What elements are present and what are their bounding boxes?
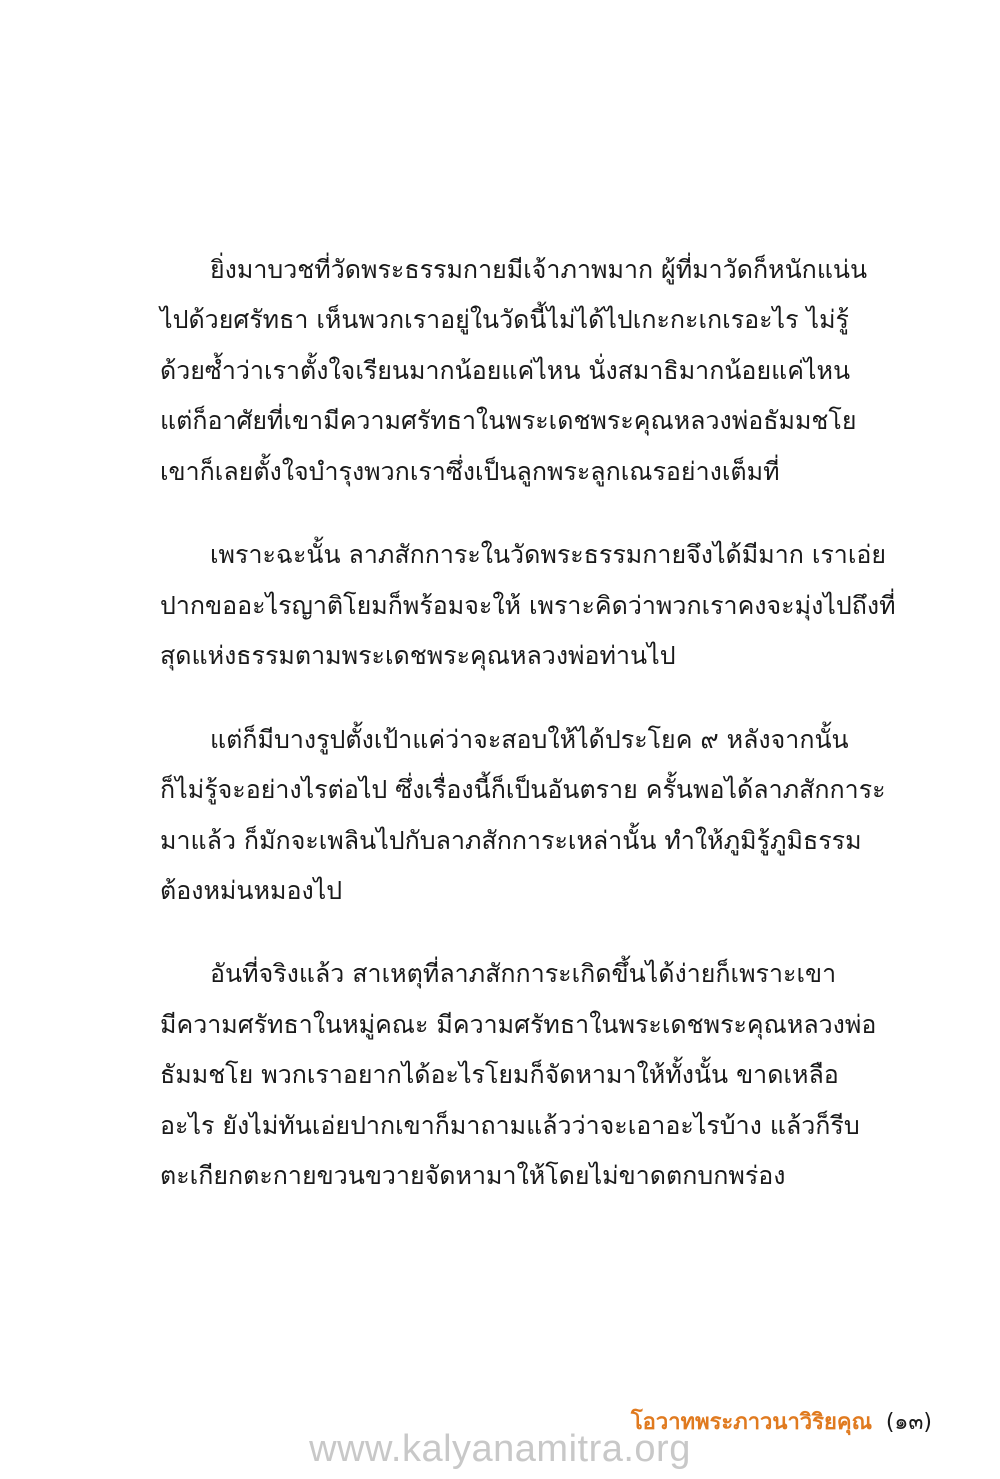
footer-book-title: โอวาทพระภาวนาวิริยคุณ <box>630 1410 872 1435</box>
paragraph-2-line-3: สุดแห่งธรรมตามพระเดชพระคุณหลวงพ่อท่านไป <box>160 641 676 670</box>
paragraph-3-line-4: ต้องหม่นหมองไป <box>160 876 343 905</box>
paragraph-1-line-1: ยิ่งมาบวชที่วัดพระธรรมกายมีเจ้าภาพมาก ผู้ที่มาวัดก็หนักแน่น <box>210 255 868 284</box>
paragraph-4-line-2: มีความศรัทธาในหมู่คณะ มีความศรัทธาในพระเดชพระคุณหลวงพ่อ <box>160 1010 877 1039</box>
paragraph-2-line-2: ปากขออะไรญาติโยมก็พร้อมจะให้ เพราะคิดว่าพวกเราคงจะมุ่งไปถึงที่ <box>160 591 896 620</box>
footer-page-number: (๑๓) <box>885 1410 932 1435</box>
paragraph-3-line-3: มาแล้ว ก็มักจะเพลินไปกับลาภสักการะเหล่านั้น ทำให้ภูมิรู้ภูมิธรรม <box>160 826 862 855</box>
paragraph-1-line-4: แต่ก็อาศัยที่เขามีความศรัทธาในพระเดชพระคุณหลวงพ่อธัมมชโย <box>160 406 857 435</box>
paragraph-2-line-1: เพราะฉะนั้น ลาภสักการะในวัดพระธรรมกายจึงได้มีมาก เราเอ่ย <box>210 540 887 569</box>
paragraph-4-line-5: ตะเกียกตะกายขวนขวายจัดหามาให้โดยไม่ขาดตกบกพร่อง <box>160 1161 786 1190</box>
paragraph-1-line-2: ไปด้วยศรัทธา เห็นพวกเราอยู่ในวัดนี้ไม่ได้ไปเกะกะเกเรอะไร ไม่รู้ <box>160 305 849 334</box>
paragraph-4-line-1: อันที่จริงแล้ว สาเหตุที่ลาภสักการะเกิดขึ้นได้ง่ายก็เพราะเขา <box>210 959 837 988</box>
paragraph-3-line-1: แต่ก็มีบางรูปตั้งเป้าแค่ว่าจะสอบให้ได้ประโยค ๙ หลังจากนั้น <box>210 725 849 754</box>
paragraph-1-line-3: ด้วยซ้ำว่าเราตั้งใจเรียนมากน้อยแค่ไหน นั่งสมาธิมากน้อยแค่ไหน <box>160 356 851 385</box>
paragraph-4-line-3: ธัมมชโย พวกเราอยากได้อะไรโยมก็จัดหามาให้ทั้งนั้น ขาดเหลือ <box>160 1060 839 1089</box>
paragraph-1-line-5: เขาก็เลยตั้งใจบำรุงพวกเราซึ่งเป็นลูกพระลูกเณรอย่างเต็มที่ <box>160 457 780 486</box>
paragraph-4-line-4: อะไร ยังไม่ทันเอ่ยปากเขาก็มาถามแล้วว่าจะเอาอะไรบ้าง แล้วก็รีบ <box>160 1111 860 1140</box>
watermark-url: www.kalyanamitra.org <box>309 1428 691 1470</box>
paragraph-3-line-2: ก็ไม่รู้จะอย่างไรต่อไป ซึ่งเรื่องนี้ก็เป็นอันตราย ครั้นพอได้ลาภสักการะ <box>160 775 886 804</box>
